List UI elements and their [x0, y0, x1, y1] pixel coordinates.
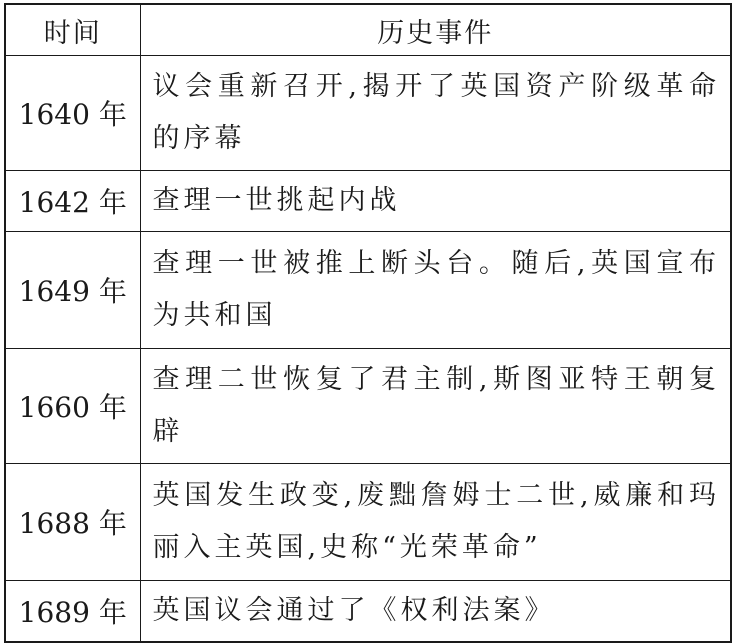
year-cell: 1660 年: [5, 349, 140, 464]
year-cell: 1642 年: [5, 171, 140, 232]
table-row: [5, 56, 731, 171]
table-row: [5, 464, 731, 581]
event-cell: 英国议会通过了《权利法案》: [140, 581, 731, 643]
table-row: [5, 581, 731, 643]
year-cell: 1689 年: [5, 581, 140, 643]
table-row: [5, 171, 731, 232]
header-event: 历史事件: [140, 4, 731, 56]
table-row: [5, 349, 731, 464]
year-cell: 1688 年: [5, 464, 140, 581]
event-cell: 英国发生政变,废黜詹姆士二世,威廉和玛丽入主英国,史称“光荣革命”: [140, 464, 731, 581]
event-cell: 查理一世被推上断头台。随后,英国宣布为共和国: [140, 232, 731, 349]
event-cell: 查理一世挑起内战: [140, 171, 731, 232]
event-cell: 议会重新召开,揭开了英国资产阶级革命的序幕: [140, 56, 731, 171]
history-events-table: [4, 3, 732, 643]
table-header-row: [5, 4, 731, 56]
event-cell: 查理二世恢复了君主制,斯图亚特王朝复辟: [140, 349, 731, 464]
table-row: [5, 232, 731, 349]
year-cell: 1640 年: [5, 56, 140, 171]
year-cell: 1649 年: [5, 232, 140, 349]
header-time: 时间: [5, 4, 140, 56]
